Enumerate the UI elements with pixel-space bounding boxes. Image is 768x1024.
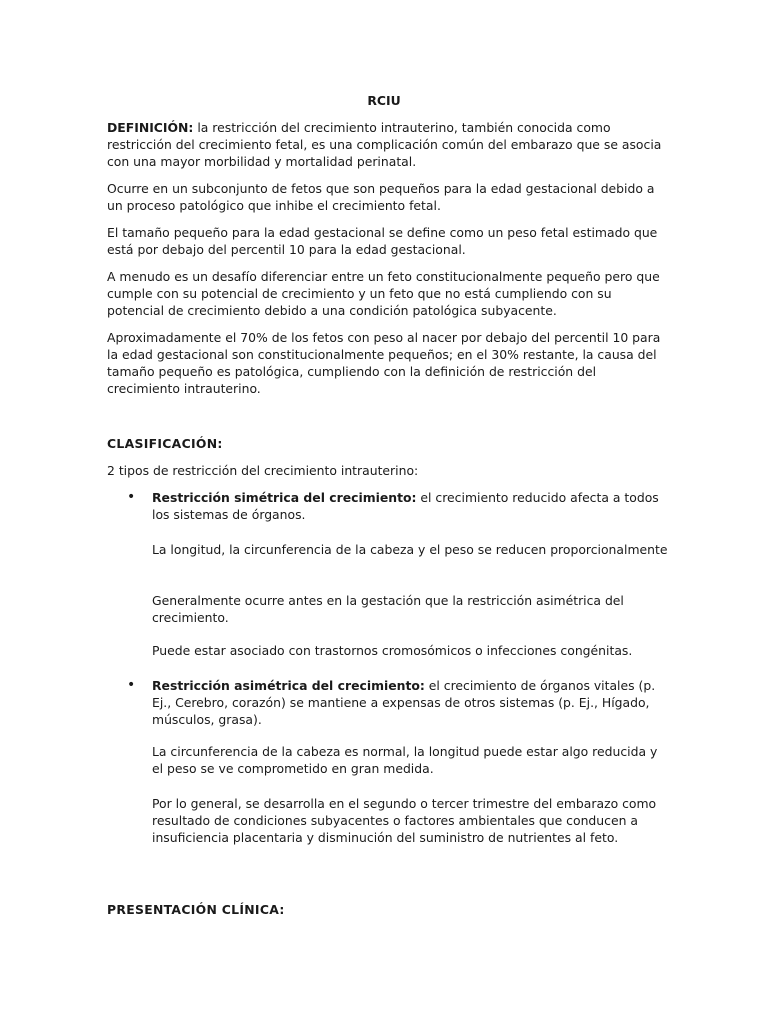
simetrica-sub-3: Puede estar asociado con trastornos cromosómicos o infecciones congénitas. (152, 643, 633, 658)
paragraph-4: Aproximadamente el 70% de los fetos con peso al nacer por debajo del percentil 10 para la edad gestacional son constitucionalmente pequeños; en el 30% restante, la causa del tamaño pequeño es patológica, cumpliendo con la definición de restricción del crecimiento intrauterino. (107, 330, 661, 396)
simetrica-sub-2: Generalmente ocurre antes en la gestación que la restricción asimétrica del crecimiento. (152, 593, 624, 625)
definition-paragraph (107, 119, 667, 170)
asimetrica-label: Restricción asimétrica del crecimiento: (152, 678, 425, 693)
document-title: RCIU (367, 93, 401, 108)
paragraph-2: El tamaño pequeño para la edad gestacional se define como un peso fetal estimado que está por debajo del percentil 10 para la edad gestacional. (107, 225, 658, 257)
simetrica-text: el crecimiento reducido afecta a todos los sistemas de órganos. (152, 490, 659, 522)
simetrica-label: Restricción simétrica del crecimiento: (152, 490, 417, 505)
definition-label: DEFINICIÓN: (107, 120, 194, 135)
paragraph-1: Ocurre en un subconjunto de fetos que son pequeños para la edad gestacional debido a un proceso patológico que inhibe el crecimiento fetal. (107, 181, 655, 213)
definition-text: la restricción del crecimiento intrauterino, también conocida como restricción del crecimiento fetal, es una complicación común del embarazo que se asocia con una mayor morbilidad y mortalidad perinatal. (107, 120, 662, 169)
clasificacion-intro: 2 tipos de restricción del crecimiento intrauterino: (107, 463, 419, 478)
asimetrica-item (152, 677, 672, 728)
simetrica-item (152, 489, 672, 523)
presentacion-heading: PRESENTACIÓN CLÍNICA: (107, 902, 285, 917)
asimetrica-sub-2: Por lo general, se desarrolla en el segundo o tercer trimestre del embarazo como resultado de condiciones subyacentes o factores ambientales que conducen a insuficiencia placentaria y disminución del suministro de nutrientes al feto. (152, 796, 657, 845)
bullet-icon: • (127, 677, 136, 693)
asimetrica-text: el crecimiento de órganos vitales (p. Ej., Cerebro, corazón) se mantiene a expensas de otros sistemas (p. Ej., Hígado, músculos, grasa). (152, 678, 656, 727)
paragraph-3: A menudo es un desafío diferenciar entre un feto constitucionalmente pequeño pero que cumple con su potencial de crecimiento y un feto que no está cumpliendo con su potencial de crecimiento debido a una condición patológica subyacente. (107, 269, 660, 318)
asimetrica-sub-1: La circunferencia de la cabeza es normal, la longitud puede estar algo reducida y el peso se ve comprometido en gran medida. (152, 744, 658, 776)
clasificacion-heading: CLASIFICACIÓN: (107, 436, 223, 451)
simetrica-sub-1: La longitud, la circunferencia de la cabeza y el peso se reducen proporcionalmente (152, 542, 668, 557)
bullet-icon: • (127, 489, 136, 505)
